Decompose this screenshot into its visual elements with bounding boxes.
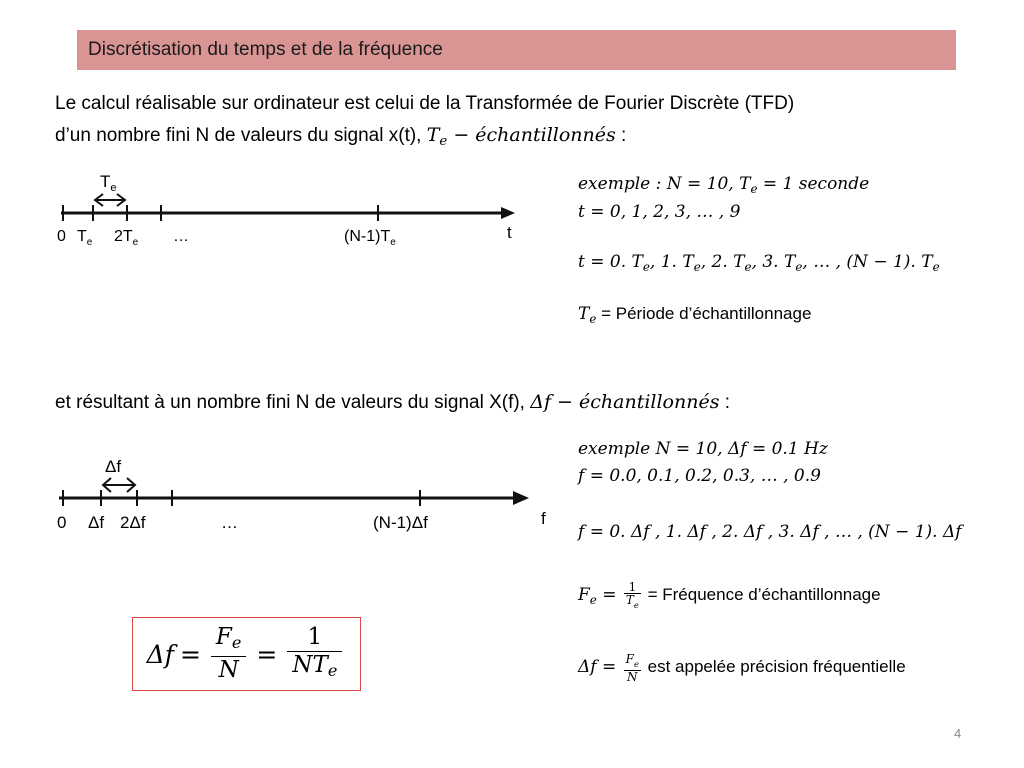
period-definition bbox=[578, 303, 811, 330]
time-tick-label-0: 0 bbox=[57, 228, 66, 245]
page-number: 4 bbox=[954, 726, 962, 741]
freq-axis-arrowhead bbox=[513, 491, 529, 505]
formula-fraction-2: $\frac{1}{NT_e}$ bbox=[287, 624, 342, 684]
formula-box bbox=[132, 617, 361, 691]
intro-line-2-text: d’un nombre fini N de valeurs du signal x(t), bbox=[55, 125, 427, 146]
freq-example-line-1: exemple N = 10, Δf = 0.1 Hz bbox=[578, 439, 828, 459]
df-fraction: $\frac{F_e}{N}$ bbox=[625, 651, 639, 684]
time-axis-var: t bbox=[507, 223, 512, 242]
df-text: est appelée précision fréquentielle bbox=[642, 657, 906, 676]
time-tick-label-n: $(N-1)T_e$ bbox=[344, 228, 396, 248]
formula-lhs: Δf bbox=[146, 639, 174, 669]
fe-text: = Fréquence d’échantillonnage bbox=[642, 585, 881, 604]
period-text: = Période d’échantillonnage bbox=[596, 304, 812, 323]
df-symbol: Δf = bbox=[578, 657, 622, 677]
freq-example-line-3: f = 0. Δf , 1. Δf , 2. Δf , 3. Δf , … , (N − 1). Δf bbox=[578, 522, 962, 542]
time-dots: … bbox=[173, 228, 189, 245]
fe-symbol: $F_e$ = bbox=[578, 585, 622, 607]
intro-math: $T_e$ − échantillonnés bbox=[426, 124, 616, 149]
intro-line-1: Le calcul réalisable sur ordinateur est celui de la Transformée de Fourier Discrète (TFD) bbox=[55, 93, 795, 114]
time-example-line-2: t = 0, 1, 2, 3, … , 9 bbox=[578, 202, 741, 222]
time-axis-arrowhead bbox=[501, 207, 515, 219]
intro-colon: : bbox=[615, 125, 627, 146]
freq-tick-label-0: 0 bbox=[57, 513, 67, 532]
formula-eq-2: = bbox=[256, 639, 278, 669]
middle-math: Δf − échantillonnés bbox=[530, 391, 720, 413]
period-symbol: $T_e$ bbox=[578, 304, 597, 326]
frequency-resolution-definition bbox=[578, 650, 906, 684]
middle-line-text: et résultant à un nombre fini N de valeurs du signal X(f), bbox=[55, 392, 531, 413]
formula-fraction-1: $\frac{F_e}{N}$ bbox=[211, 624, 247, 684]
time-example-line-3: t = 0. $T_e$, 1. $T_e$, 2. $T_e$, 3. $T_e$, … , (N − 1). $T_e$ bbox=[578, 252, 940, 274]
time-tick-label-1: $T_e$ bbox=[77, 228, 93, 248]
freq-example-line-2: f = 0.0, 0.1, 0.2, 0.3, … , 0.9 bbox=[578, 466, 821, 486]
time-axis-diagram bbox=[55, 165, 530, 255]
time-example-line-1: exemple : N = 10, $T_e = 1$ seconde bbox=[578, 174, 870, 196]
fe-fraction: $\frac{1}{T_e}$ bbox=[625, 579, 639, 610]
time-tick-label-2: $2T_e$ bbox=[114, 228, 139, 248]
slide-title: Discrétisation du temps et de la fréquence bbox=[77, 30, 956, 70]
freq-axis-var: f bbox=[541, 509, 546, 528]
freq-tick-label-n: (N-1)Δf bbox=[373, 513, 428, 532]
formula-eq-1: = bbox=[179, 639, 201, 669]
freq-dots: … bbox=[221, 513, 238, 532]
freq-tick-label-1: Δf bbox=[88, 513, 105, 532]
middle-line bbox=[55, 386, 730, 419]
time-period-label: $T_e$ bbox=[100, 172, 117, 194]
freq-step-label: Δf bbox=[105, 457, 122, 476]
middle-colon: : bbox=[719, 392, 731, 413]
freq-tick-label-2: 2Δf bbox=[120, 513, 146, 532]
intro-line-2 bbox=[55, 119, 626, 158]
freq-axis-diagram bbox=[55, 448, 555, 538]
sampling-frequency-definition bbox=[578, 578, 881, 617]
